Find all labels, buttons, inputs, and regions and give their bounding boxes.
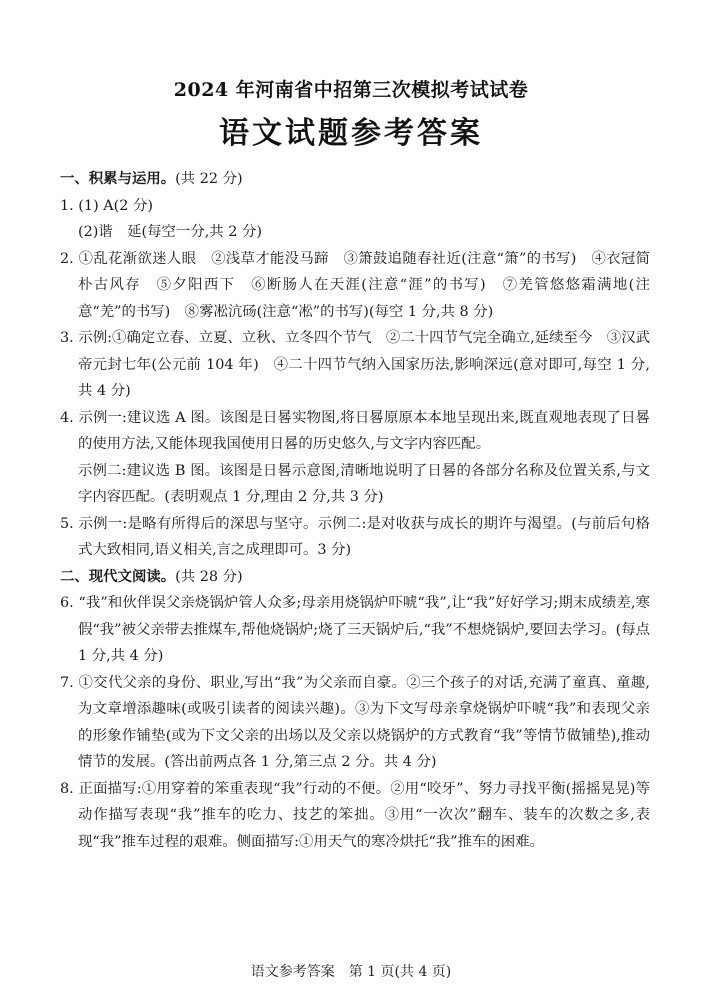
section-score: (共 22 分) — [175, 171, 243, 187]
page-footer: 语文参考答案 第 1 页(共 4 页) — [250, 964, 452, 980]
answer-item-1-1: 1. (1) A(2 分) — [60, 197, 154, 214]
section-title: 一、积累与运用。 — [60, 170, 176, 187]
section-score: (共 28 分) — [175, 568, 243, 585]
section-heading-accumulation — [60, 166, 650, 193]
answer-item-3: 3. 示例:①确定立春、立夏、立秋、立冬四个节气 ②二十四节气完全确立,延续至今 ③汉武帝元封七年(公元前 104 年) ④二十四节气纳入国家历法,影响深远(意对即可,每空 1 分,共 4 分) — [60, 330, 650, 399]
answer-content — [60, 166, 650, 855]
answer-item-4-example-1: 4. 示例一:建议选 A 图。该图是日晷实物图,将日晷原原本本地呈现出来,既直观地表现了日晷的使用方法,又能体现我国使用日晷的历史悠久,与文字内容匹配。 — [60, 409, 650, 452]
answer-item-4-example-2: 示例二:建议选 B 图。该图是日晷示意图,清晰地说明了日晷的各部分名称及位置关系,与文字内容匹配。(表明观点 1 分,理由 2 分,共 3 分) — [78, 462, 650, 505]
answer-item-6: 6. “我”和伙伴误父亲烧锅炉管人众多;母亲用烧锅炉吓唬“我”,让“我”好好学习;期末成绩差,寒假“我”被父亲带去推煤车,帮他烧锅炉;烧了三天锅炉后,“我”不想烧锅炉,要回去学习。(每点 1 分,共 4 分) — [60, 595, 650, 664]
section-title: 二、现代文阅读。 — [60, 567, 176, 585]
exam-title: 2024 年河南省中招第三次模拟考试试卷 — [173, 79, 529, 101]
answer-item-1-2: (2)谐 延(每空一分,共 2 分) — [78, 224, 263, 240]
section-heading-reading — [60, 564, 650, 591]
answer-title: 语文试题参考答案 — [219, 116, 483, 151]
answer-item-7: 7. ①交代父亲的身份、职业,写出“我”为父亲而自豪。②三个孩子的对话,充满了童真、童趣,为文章增添趣味(或吸引读者的阅读兴趣)。③为下文写母亲拿烧锅炉吓唬“我”和表现父亲的形象作铺垫(或为下文父亲的出场以及父亲以烧锅炉的方式教育“我”等情节做铺垫),推动情节的发展。(答出前两点各 1 分,第三点 2 分。共 4 分) — [60, 674, 650, 770]
answer-item-8: 8. 正面描写:①用穿着的笨重表现“我”行动的不便。②用“咬牙”、努力寻找平衡(摇摇晃晃)等动作描写表现“我”推车的吃力、技艺的笨拙。③用“一次次”翻车、装车的次数之多,表现“我”推车过程的艰难。侧面描写:①用天气的寒冷烘托“我”推车的困难。 — [60, 780, 650, 850]
answer-item-2: 2. ①乱花渐欲迷人眼 ②浅草才能没马蹄 ③箫鼓追随春社近(注意“箫”的书写) ④衣冠简朴古风存 ⑤夕阳西下 ⑥断肠人在天涯(注意“涯”的书写) ⑦羌管悠悠霜满地(注意“羌”的书写) ⑧雾凇沆砀(注意“凇”的书写)(每空 1 分,共 8 分) — [60, 250, 650, 320]
answer-item-5: 5. 示例一:是略有所得后的深思与坚守。示例二:是对收获与成长的期许与渴望。(与前后句格式大致相同,语义相关,言之成理即可。3 分) — [60, 515, 650, 558]
